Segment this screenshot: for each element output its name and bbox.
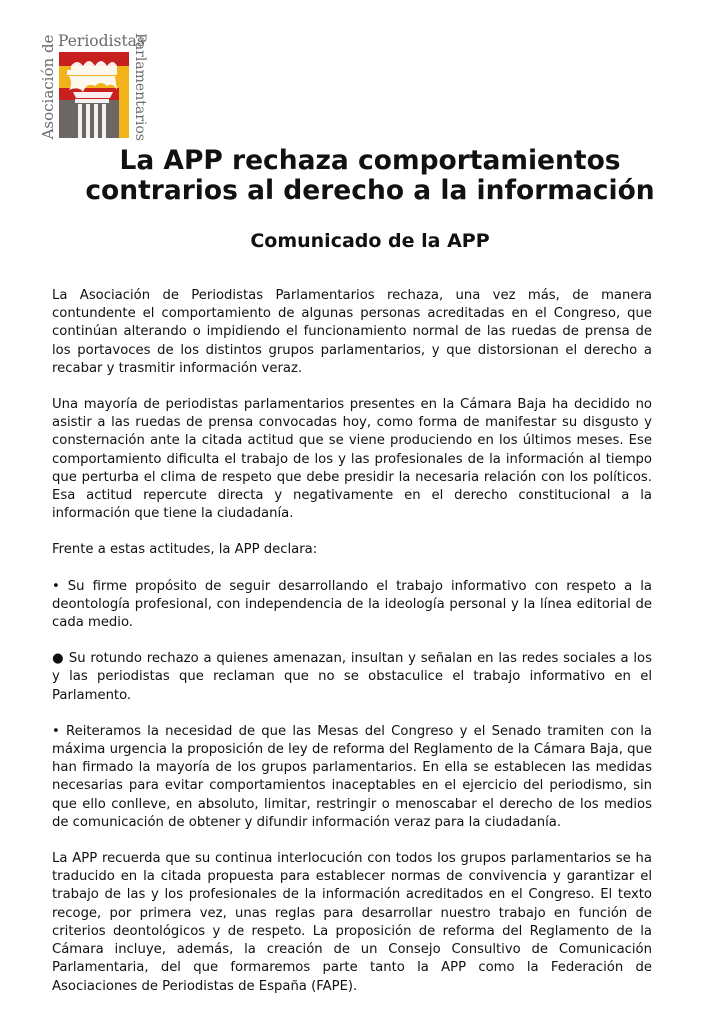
- document-body: [52, 287, 652, 1014]
- paragraph-4: La APP recuerda que su continua interlocución con todos los grupos parlamentarios se ha traducido en la citada propuesta para establecer normas de convivencia y garantizar el trabajo de las y los profesionales de la información acreditados en el Congreso. El texto recoge, por primera vez, unas reglas para desarrollar nuestro trabajo en función de criterios deontológicos y de respeto. La proposición de reforma del Reglamento de la Cámara incluye, además, la creación de un Consejo Consultivo de Comunicación Parlamentaria, del que formaremos parte tanto la APP como la Federación de Asociaciones de Periodistas de España (FAPE).: [52, 851, 652, 994]
- bullet-3: • Reiteramos la necesidad de que las Mesas del Congreso y el Senado tramiten con la máxima urgencia la proposición de ley de reforma del Reglamento de la Cámara Baja, que han firmado la mayoría de los grupos parlamentarios. En ella se establecen las medidas necesarias para evitar comportamientos inaceptables en el ejercicio del periodismo, sin que ello conlleve, en absoluto, limitar, restringir o menoscabar el derecho de los medios de comunicación de obtener y difundir información veraz para la ciudadanía.: [52, 723, 652, 830]
- bullet-1: • Su firme propósito de seguir desarrollando el trabajo informativo con respeto a la deontología profesional, con independencia de la ideología personal y la línea editorial de cada medio.: [52, 578, 652, 631]
- paragraph-1: La Asociación de Periodistas Parlamentarios rechaza, una vez más, de manera contundente el comportamiento de algunas personas acreditadas en el Congreso, que continúan alterando o impidiendo el funcionamiento normal de las ruedas de prensa de los portavoces de los distintos grupos parlamentarios, y que distorsionan el derecho a recabar y trasmitir información veraz.: [52, 288, 652, 376]
- app-logo: [38, 34, 148, 140]
- page-title: La APP rechaza comportamientos contrarios al derecho a la información: [85, 145, 655, 206]
- paragraph-3: Frente a estas actitudes, la APP declara:: [52, 542, 318, 558]
- bullet-2: ● Su rotundo rechazo a quienes amenazan, insultan y señalan en las redes sociales a los y las periodistas que reclaman que no se obstaculice el trabajo informativo en el Parlamento.: [52, 651, 652, 703]
- logo-text-left: [38, 34, 58, 140]
- page-subtitle: Comunicado de la APP: [250, 230, 490, 252]
- logo-line-right: Parlamentarios: [132, 33, 148, 141]
- logo-line-top: Periodistas: [58, 32, 145, 50]
- column-capital-icon: [59, 52, 129, 138]
- logo-line-left: Asociación de: [39, 34, 57, 140]
- paragraph-2: Una mayoría de periodistas parlamentarios presentes en la Cámara Baja ha decidido no asistir a las ruedas de prensa convocadas hoy, como forma de manifestar su disgusto y consternación ante la citada actitud que se viene produciendo en los últimos meses. Ese comportamiento dificulta el trabajo de los y las profesionales de la información al tiempo que perturba el clima de respeto que debe presidir la necesaria relación con los políticos. Esa actitud repercute directa y negativamente en el derecho constitucional a la información que tiene la ciudadanía.: [52, 397, 652, 522]
- logo-text-right: [130, 34, 150, 140]
